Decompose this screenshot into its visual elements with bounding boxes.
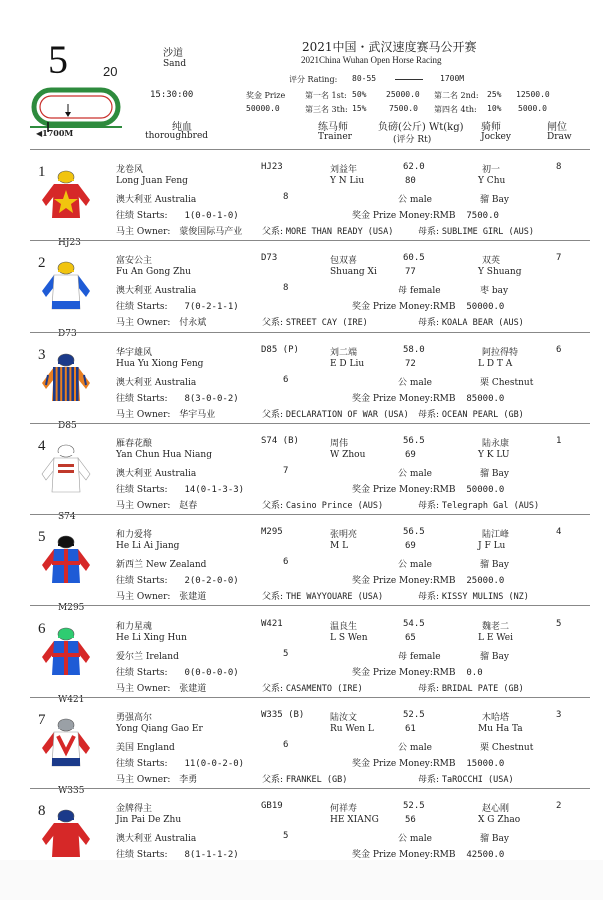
horse-code: S74 (B) bbox=[261, 435, 299, 446]
entry-rule bbox=[30, 514, 590, 515]
jockey-silks-icon bbox=[36, 261, 96, 319]
horse-name-en: He Li Ai Jiang bbox=[116, 541, 180, 552]
horse-name-en: Jin Pai De Zhu bbox=[116, 815, 182, 826]
surface-en: Sand bbox=[163, 59, 187, 69]
jockey-silks-icon bbox=[36, 535, 96, 593]
entry-rule bbox=[30, 423, 590, 424]
weight: 56.5 bbox=[403, 527, 425, 538]
owner-label: 马主 Owner: bbox=[116, 409, 171, 420]
race-class: 20 bbox=[103, 64, 118, 79]
owner-label: 马主 Owner: bbox=[116, 227, 171, 237]
race-title-cn: 2021中国・武汉速度赛马公开赛 bbox=[302, 40, 477, 54]
col-jockey-en: Jockey bbox=[481, 132, 511, 142]
col-draw-en: Draw bbox=[547, 132, 572, 142]
horse-age: 5 bbox=[283, 648, 289, 659]
horse-number: 3 bbox=[38, 346, 46, 363]
horse-origin: 澳大利亚 Australia bbox=[116, 286, 197, 297]
horse-age: 5 bbox=[283, 831, 289, 842]
prize-money-label: 奖金 Prize Money:RMB bbox=[352, 850, 456, 861]
horse-code: HJ23 bbox=[261, 162, 283, 172]
prize-1st-label: 第一名 1st: bbox=[305, 91, 347, 100]
starts-record: 7(0-2-1-1) bbox=[184, 302, 239, 313]
horse-entry bbox=[0, 152, 603, 248]
horse-sex: 公 male bbox=[398, 195, 432, 205]
horse-name-cn: 金牌得主 bbox=[116, 804, 153, 815]
horse-sex: 母 female bbox=[398, 651, 441, 662]
horse-color: 栗 Chestnut bbox=[480, 377, 534, 388]
silk-code: W335 bbox=[58, 785, 85, 796]
draw: 1 bbox=[556, 435, 562, 446]
horse-origin: 澳大利亚 Australia bbox=[116, 195, 197, 205]
rating: 65 bbox=[405, 632, 416, 643]
silk-code: D85 bbox=[58, 420, 77, 431]
silk-code: HJ23 bbox=[58, 238, 81, 248]
horse-color: 骝 Bay bbox=[480, 834, 509, 845]
entry-rule bbox=[30, 605, 590, 606]
horse-code: W421 bbox=[261, 618, 283, 629]
race-time: 15:30:00 bbox=[150, 90, 194, 100]
dam: TaROCCHI (USA) bbox=[441, 774, 514, 785]
owner-name: 付永斌 bbox=[179, 318, 207, 329]
horse-age: 6 bbox=[283, 739, 289, 750]
prize-money-label: 奖金 Prize Money:RMB bbox=[352, 302, 456, 313]
sire-label: 父系: bbox=[262, 500, 284, 511]
horse-name-en: Yan Chun Hua Niang bbox=[116, 449, 212, 460]
prize-1st-pct: 50% bbox=[352, 90, 367, 99]
horse-origin: 澳大利亚 Australia bbox=[116, 834, 197, 845]
jockey-cn: 陆永康 bbox=[482, 438, 510, 449]
jockey-en: L D T A bbox=[478, 358, 513, 369]
dam-label: 母系: bbox=[418, 409, 440, 420]
entry-rule bbox=[30, 332, 590, 333]
sire: STREET CAY (IRE) bbox=[285, 318, 368, 329]
horse-entry bbox=[0, 609, 603, 705]
track-label: ◀1700M bbox=[36, 128, 74, 138]
silk-code: S74 bbox=[58, 511, 76, 522]
prize-total: 50000.0 bbox=[246, 104, 280, 113]
horse-name-cn: 华宇雄风 bbox=[116, 347, 153, 358]
silk-code: M295 bbox=[58, 603, 85, 614]
dam-label: 母系: bbox=[418, 227, 440, 237]
horse-code: M295 bbox=[261, 527, 283, 538]
sire-label: 父系: bbox=[262, 409, 284, 420]
prize-money: 15000.0 bbox=[466, 758, 505, 769]
draw: 5 bbox=[556, 618, 562, 629]
dam-label: 母系: bbox=[418, 774, 440, 785]
horse-name-cn: 龙卷风 bbox=[116, 165, 144, 175]
horse-code: D73 bbox=[261, 253, 278, 264]
draw: 2 bbox=[556, 801, 562, 812]
horse-number: 2 bbox=[38, 255, 46, 272]
dam: KOALA BEAR (AUS) bbox=[441, 318, 524, 329]
dam: Telegraph Gal (AUS) bbox=[441, 500, 540, 511]
rating: 72 bbox=[405, 358, 416, 369]
entry-rule bbox=[30, 697, 590, 698]
sire: FRANKEL (GB) bbox=[285, 774, 348, 785]
col-jockey-cn: 骑师 bbox=[481, 122, 501, 133]
horse-sex: 公 male bbox=[398, 742, 432, 753]
prize-2nd-amount: 12500.0 bbox=[516, 90, 550, 99]
starts-label: 往绩 Starts: bbox=[116, 393, 168, 404]
horse-sex: 公 male bbox=[398, 834, 432, 845]
jockey-silks-icon bbox=[36, 170, 96, 228]
prize-3rd-amount: 7500.0 bbox=[389, 104, 418, 113]
starts-label: 往绩 Starts: bbox=[116, 484, 168, 495]
starts-record: 14(0-1-3-3) bbox=[184, 484, 245, 495]
trainer-cn: 何祥寿 bbox=[330, 804, 358, 815]
trainer-cn: 张明亮 bbox=[330, 530, 358, 541]
horse-number: 4 bbox=[38, 437, 46, 454]
horse-entry bbox=[0, 426, 603, 522]
owner-label: 马主 Owner: bbox=[116, 683, 171, 694]
sire-label: 父系: bbox=[262, 592, 284, 603]
jockey-en: Y K LU bbox=[478, 449, 510, 460]
col-weight-en: (评分 Rt) bbox=[393, 135, 432, 145]
prize-2nd-pct: 25% bbox=[487, 90, 502, 99]
starts-label: 往绩 Starts: bbox=[116, 758, 168, 769]
horse-name-cn: 和力爱将 bbox=[116, 530, 153, 541]
owner-label: 马主 Owner: bbox=[116, 500, 171, 511]
horse-code: GB19 bbox=[261, 801, 283, 812]
horse-name-cn: 和力星魂 bbox=[116, 621, 153, 632]
draw: 8 bbox=[556, 162, 562, 172]
jockey-cn: 双英 bbox=[482, 256, 501, 267]
prize-4th-pct: 10% bbox=[487, 104, 502, 113]
prize-money-label: 奖金 Prize Money:RMB bbox=[352, 576, 456, 587]
rating: 56 bbox=[405, 815, 416, 826]
starts-record: 2(0-2-0-0) bbox=[184, 576, 239, 587]
trainer-en: W Zhou bbox=[330, 449, 366, 460]
starts-record: 8(3-0-0-2) bbox=[184, 393, 239, 404]
weight: 54.5 bbox=[403, 618, 425, 629]
horse-age: 7 bbox=[283, 465, 289, 476]
rating: 69 bbox=[405, 541, 416, 552]
jockey-cn: 阿拉得特 bbox=[482, 347, 519, 358]
prize-money: 0.0 bbox=[466, 667, 483, 678]
sire-label: 父系: bbox=[262, 318, 284, 329]
horse-name-en: Long Juan Feng bbox=[116, 176, 188, 186]
prize-money: 50000.0 bbox=[466, 484, 505, 495]
sire: THE WAYYOUARE (USA) bbox=[285, 592, 384, 603]
horse-color: 骝 Bay bbox=[480, 195, 509, 205]
dam-label: 母系: bbox=[418, 500, 440, 511]
prize-4th-amount: 5000.0 bbox=[518, 104, 547, 113]
col-breed-en: thoroughbred bbox=[145, 131, 209, 141]
sire: MORE THAN READY (USA) bbox=[285, 227, 394, 237]
jockey-silks-icon bbox=[36, 718, 96, 776]
prize-1st-amount: 25000.0 bbox=[386, 90, 420, 99]
horse-color: 骝 Bay bbox=[480, 651, 509, 662]
horse-origin: 爱尔兰 Ireland bbox=[116, 651, 179, 662]
horse-color: 栗 Chestnut bbox=[480, 742, 534, 753]
weight: 62.0 bbox=[403, 162, 425, 172]
horse-sex: 公 male bbox=[398, 377, 432, 388]
horse-age: 6 bbox=[283, 374, 289, 385]
jockey-silks-icon bbox=[36, 809, 96, 867]
jockey-en: Y Shuang bbox=[478, 267, 522, 278]
prize-money: 42500.0 bbox=[466, 850, 505, 861]
rating-dash bbox=[395, 79, 423, 80]
jockey-cn: 初一 bbox=[482, 165, 501, 175]
starts-record: 1(0-0-1-0) bbox=[184, 211, 239, 221]
race-title-en: 2021China Wuhan Open Horse Racing bbox=[301, 55, 442, 65]
horse-entry bbox=[0, 700, 603, 796]
trainer-cn: 周伟 bbox=[330, 438, 349, 449]
sire: DECLARATION OF WAR (USA) bbox=[285, 409, 409, 420]
horse-color: 骝 Bay bbox=[480, 468, 509, 479]
trainer-en: Ru Wen L bbox=[330, 723, 374, 734]
horse-name-en: Yong Qiang Gao Er bbox=[116, 723, 203, 734]
owner-label: 马主 Owner: bbox=[116, 592, 171, 603]
horse-sex: 公 male bbox=[398, 560, 432, 571]
starts-record: 11(0-0-2-0) bbox=[184, 758, 245, 769]
prize-label: 奖金 Prize bbox=[246, 91, 286, 100]
horse-origin: 新西兰 New Zealand bbox=[116, 560, 207, 571]
horse-origin: 澳大利亚 Australia bbox=[116, 377, 197, 388]
owner-name: 张建道 bbox=[179, 683, 207, 694]
prize-money-label: 奖金 Prize Money:RMB bbox=[352, 211, 456, 221]
rating: 77 bbox=[405, 267, 416, 278]
jockey-silks-icon bbox=[36, 353, 96, 411]
horse-name-cn: 勇强高尔 bbox=[116, 712, 153, 723]
horse-number: 1 bbox=[38, 164, 46, 180]
prize-money: 50000.0 bbox=[466, 302, 505, 313]
jockey-silks-icon bbox=[36, 627, 96, 685]
surface-cn: 沙道 bbox=[163, 48, 183, 59]
horse-entry bbox=[0, 517, 603, 614]
trainer-en: E D Liu bbox=[330, 358, 365, 369]
horse-name-en: He Li Xing Hun bbox=[116, 632, 187, 643]
trainer-en: L S Wen bbox=[330, 632, 368, 643]
owner-label: 马主 Owner: bbox=[116, 774, 171, 785]
starts-label: 往绩 Starts: bbox=[116, 211, 168, 221]
rating: 69 bbox=[405, 449, 416, 460]
col-trainer-cn: 练马师 bbox=[318, 122, 348, 133]
race-distance: 1700M bbox=[440, 74, 465, 83]
horse-name-en: Fu An Gong Zhu bbox=[116, 267, 191, 278]
trainer-cn: 温良生 bbox=[330, 621, 358, 632]
starts-label: 往绩 Starts: bbox=[116, 302, 168, 313]
jockey-silks-icon bbox=[36, 444, 96, 502]
horse-sex: 母 female bbox=[398, 286, 441, 297]
prize-money: 25000.0 bbox=[466, 576, 505, 587]
sire: Casino Prince (AUS) bbox=[285, 500, 384, 511]
entry-rule bbox=[30, 788, 590, 789]
starts-label: 往绩 Starts: bbox=[116, 576, 168, 587]
owner-name: 赵春 bbox=[179, 500, 198, 511]
sire-label: 父系: bbox=[262, 683, 284, 694]
trainer-en: Shuang Xi bbox=[330, 267, 377, 278]
weight: 60.5 bbox=[403, 253, 425, 264]
horse-entry bbox=[0, 335, 603, 431]
prize-money: 85000.0 bbox=[466, 393, 505, 404]
horse-number: 8 bbox=[38, 803, 46, 820]
jockey-en: Mu Ha Ta bbox=[478, 723, 523, 734]
entry-rule bbox=[30, 240, 590, 241]
jockey-cn: 魏老二 bbox=[482, 621, 510, 632]
horse-name-cn: 富安公主 bbox=[116, 256, 153, 267]
silk-code: D73 bbox=[58, 329, 77, 340]
horse-code: W335 (B) bbox=[261, 709, 305, 720]
prize-2nd-label: 第二名 2nd: bbox=[434, 91, 479, 100]
weight: 56.5 bbox=[403, 435, 425, 446]
jockey-en: Y Chu bbox=[478, 176, 506, 186]
trainer-en: HE XIANG bbox=[330, 815, 379, 826]
sire: CASAMENTO (IRE) bbox=[285, 683, 363, 694]
draw: 4 bbox=[556, 527, 562, 538]
trainer-cn: 刘益年 bbox=[330, 165, 358, 175]
prize-money: 7500.0 bbox=[466, 211, 499, 221]
dam: OCEAN PEARL (GB) bbox=[441, 409, 524, 420]
rating: 80 bbox=[405, 176, 416, 186]
jockey-en: J F Lu bbox=[478, 541, 506, 552]
jockey-en: L E Wei bbox=[478, 632, 513, 643]
rating-value: 80-55 bbox=[352, 74, 377, 83]
rating-label: 评分 Rating: bbox=[289, 75, 338, 84]
dam-label: 母系: bbox=[418, 592, 440, 603]
weight: 58.0 bbox=[403, 344, 425, 355]
horse-sex: 公 male bbox=[398, 468, 432, 479]
starts-label: 往绩 Starts: bbox=[116, 667, 168, 678]
jockey-cn: 木哈塔 bbox=[482, 712, 510, 723]
prize-money-label: 奖金 Prize Money:RMB bbox=[352, 484, 456, 495]
dam: BRIDAL PATE (GB) bbox=[441, 683, 524, 694]
trainer-en: Y N Liu bbox=[330, 176, 365, 186]
horse-number: 6 bbox=[38, 620, 46, 637]
prize-3rd-pct: 15% bbox=[352, 104, 367, 113]
horse-code: D85 (P) bbox=[261, 344, 299, 355]
draw: 6 bbox=[556, 344, 562, 355]
owner-name: 蒙俊国际马产业 bbox=[179, 227, 243, 237]
starts-record: 8(1-1-1-2) bbox=[184, 850, 239, 861]
horse-origin: 美国 England bbox=[116, 742, 175, 753]
horse-number: 7 bbox=[38, 711, 46, 728]
header-rule bbox=[30, 149, 590, 150]
prize-4th-label: 第四名 4th: bbox=[434, 105, 477, 114]
col-trainer-en: Trainer bbox=[318, 132, 352, 142]
horse-age: 6 bbox=[283, 557, 289, 568]
horse-name-en: Hua Yu Xiong Feng bbox=[116, 358, 204, 369]
col-breed-cn: 纯血 bbox=[172, 122, 192, 133]
sire-label: 父系: bbox=[262, 774, 284, 785]
prize-money-label: 奖金 Prize Money:RMB bbox=[352, 393, 456, 404]
horse-number: 5 bbox=[38, 529, 46, 546]
col-weight-cn: 负磅(公斤) Wt(kg) bbox=[378, 122, 464, 133]
owner-name: 华宇马业 bbox=[179, 409, 216, 420]
owner-label: 马主 Owner: bbox=[116, 318, 171, 329]
trainer-cn: 刘二端 bbox=[330, 347, 358, 358]
rating: 61 bbox=[405, 723, 416, 734]
horse-age: 8 bbox=[283, 192, 289, 202]
trainer-en: M L bbox=[330, 541, 349, 552]
jockey-en: X G Zhao bbox=[478, 815, 521, 826]
trainer-cn: 陆汝文 bbox=[330, 712, 358, 723]
draw: 3 bbox=[556, 709, 562, 720]
draw: 7 bbox=[556, 253, 562, 264]
weight: 52.5 bbox=[403, 801, 425, 812]
dam-label: 母系: bbox=[418, 683, 440, 694]
starts-label: 往绩 Starts: bbox=[116, 850, 168, 861]
horse-name-cn: 雁春花酿 bbox=[116, 438, 153, 449]
horse-age: 8 bbox=[283, 283, 289, 294]
sire-label: 父系: bbox=[262, 227, 284, 237]
dam: KISSY MULINS (NZ) bbox=[441, 592, 529, 603]
dam: SUBLIME GIRL (AUS) bbox=[441, 227, 535, 237]
prize-3rd-label: 第三名 3th: bbox=[305, 105, 348, 114]
jockey-cn: 陆江峰 bbox=[482, 530, 510, 541]
col-draw-cn: 闸位 bbox=[547, 122, 567, 133]
horse-color: 枣 bay bbox=[480, 286, 509, 297]
prize-money-label: 奖金 Prize Money:RMB bbox=[352, 758, 456, 769]
jockey-cn: 赵心刚 bbox=[482, 804, 510, 815]
page-footer-area bbox=[0, 860, 603, 900]
starts-record: 0(0-0-0-0) bbox=[184, 667, 239, 678]
horse-origin: 澳大利亚 Australia bbox=[116, 468, 197, 479]
horse-entry bbox=[0, 243, 603, 340]
trainer-cn: 包双喜 bbox=[330, 256, 358, 267]
owner-name: 李勇 bbox=[179, 774, 198, 785]
horse-color: 骝 Bay bbox=[480, 560, 509, 571]
weight: 52.5 bbox=[403, 709, 425, 720]
silk-code: W421 bbox=[58, 694, 85, 705]
dam-label: 母系: bbox=[418, 318, 440, 329]
prize-money-label: 奖金 Prize Money:RMB bbox=[352, 667, 456, 678]
owner-name: 张建道 bbox=[179, 592, 207, 603]
race-number: 5 bbox=[48, 37, 68, 82]
